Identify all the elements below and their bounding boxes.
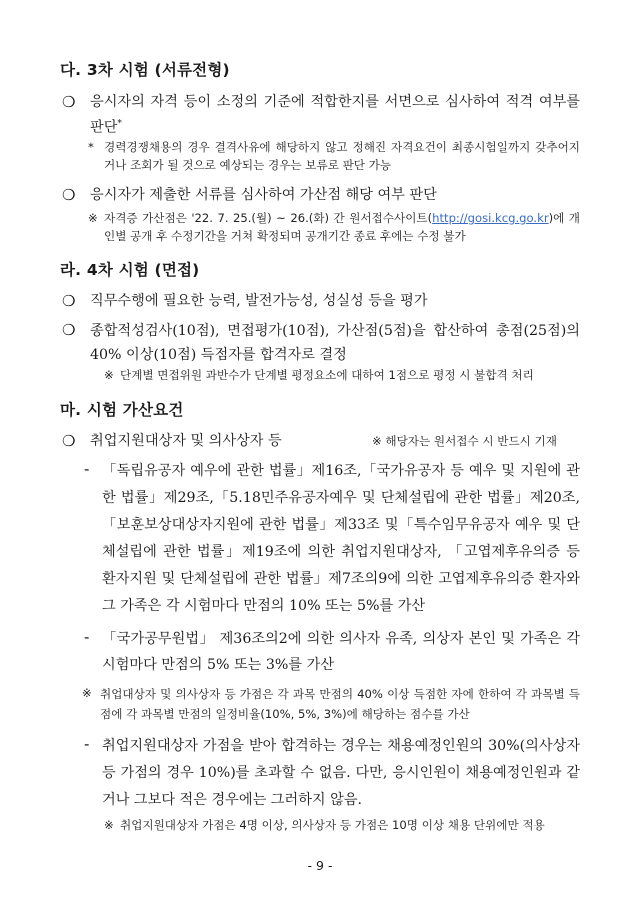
da-item-1-sup: *	[117, 119, 122, 129]
note-mark: ※	[88, 211, 98, 225]
bullet-icon: ❍	[62, 292, 76, 310]
bullet-icon: ❍	[62, 93, 76, 111]
ra-item-2: 종합적성검사(10점), 면접평가(10점), 가산점(5점)을 합산하여 총점(25점)의 40% 이상(10점) 득점자를 합격자로 결정	[90, 323, 580, 363]
application-site-link[interactable]: http://gosi.kcg.go.kr	[432, 211, 549, 225]
note-mark: ※	[104, 368, 114, 382]
section-heading-ra: 라. 4차 시험 (면접)	[60, 261, 200, 279]
note-mark: ※	[104, 818, 114, 832]
dash-marker: -	[84, 735, 90, 753]
note-mark: ※	[82, 686, 92, 700]
dash-marker: -	[84, 460, 90, 478]
ma-item-1: 취업지원대상자 및 의사상자 등	[90, 433, 282, 449]
da-item-2-note-before: 자격증 가산점은 '22. 7. 25.(월) ~ 26.(화) 간 원서접수사이트(	[104, 211, 433, 225]
ma-item-1-side-note: ※ 해당자는 원서접수 시 반드시 기재	[372, 434, 557, 448]
ra-item-2-note: 단계별 면접위원 과반수가 단계별 평정요소에 대하여 1점으로 평정 시 불합격 처리	[120, 368, 534, 382]
da-item-1-note: 경력경쟁채용의 경우 결격사유에 해당하지 않고 정해진 자격요건이 최종시험일까지 갖추어지거나 조회가 될 것으로 예상되는 경우는 보류로 판단 가능	[104, 140, 580, 172]
ra-item-1: 직무수행에 필요한 능력, 발전가능성, 성실성 등을 평가	[90, 293, 428, 309]
ma-dash-3: 취업지원대상자 가점을 받아 합격하는 경우는 채용예정인원의 30%(의사상자 등 가점의 경우 10%)를 초과할 수 없음. 다만, 응시인원이 채용예정인원과 같거나 그보다 적은 경우에는 그러하지 않음.	[102, 738, 580, 808]
page-number: - 9 -	[307, 858, 333, 873]
note-mark: *	[88, 140, 94, 154]
bullet-icon: ❍	[62, 186, 76, 204]
da-item-1	[90, 91, 580, 139]
da-item-1-text: 응시자의 자격 등이 소정의 기준에 적합한지를 서면으로 심사하여 적격 여부를 판단	[90, 94, 580, 136]
ma-dash-1: 「독립유공자 예우에 관한 법률」제16조,「국가유공자 등 예우 및 지원에 관한 법률」제29조,「5.18민주유공자예우 및 단체설립에 관한 법률」제20조,「보훈보상대상자지원에 관한 법률」제33조 및「특수임무유공자 예우 및 단체설립에 관한 법률」제19조에 의한 취업지원대상자, 「고엽제후유의증 등 환자지원 및 단체설립에 관한 법률」제7조의9에 의한 고엽제후유의증 환자와 그 가족은 각 시험마다 만점의 10% 또는 5%를 가산	[102, 463, 580, 614]
section-heading-da: 다. 3차 시험 (서류전형)	[60, 61, 230, 79]
bullet-icon: ❍	[62, 321, 76, 339]
ma-note-1: 취업대상자 및 의사상자 등 가점은 각 과목 만점의 40% 이상 득점한 자에 한하여 각 과목별 득점에 각 과목별 만점의 일정비율(10%, 5%, 3%)에 해당하는 점수를 가산	[100, 687, 580, 721]
dash-marker: -	[84, 628, 90, 646]
da-item-2: 응시자가 제출한 서류를 심사하여 가산점 해당 여부 판단	[90, 187, 437, 203]
da-item-2-note-after: )에 개인별 공개 후 수정기간을 거쳐 확정되며 공개기간 종료 후에는 수정 불가	[104, 211, 580, 243]
ma-dash-2: 「국가공무원법」 제36조의2에 의한 의사자 유족, 의상자 본인 및 가족은 각 시험마다 만점의 5% 또는 3%를 가산	[102, 631, 580, 673]
da-item-2-note	[104, 209, 580, 245]
section-heading-ma: 마. 시험 가산요건	[60, 401, 184, 419]
bullet-icon: ❍	[62, 432, 76, 450]
ma-note-2: 취업지원대상자 가점은 4명 이상, 의사상자 등 가점은 10명 이상 채용 단위에만 적용	[120, 818, 545, 832]
